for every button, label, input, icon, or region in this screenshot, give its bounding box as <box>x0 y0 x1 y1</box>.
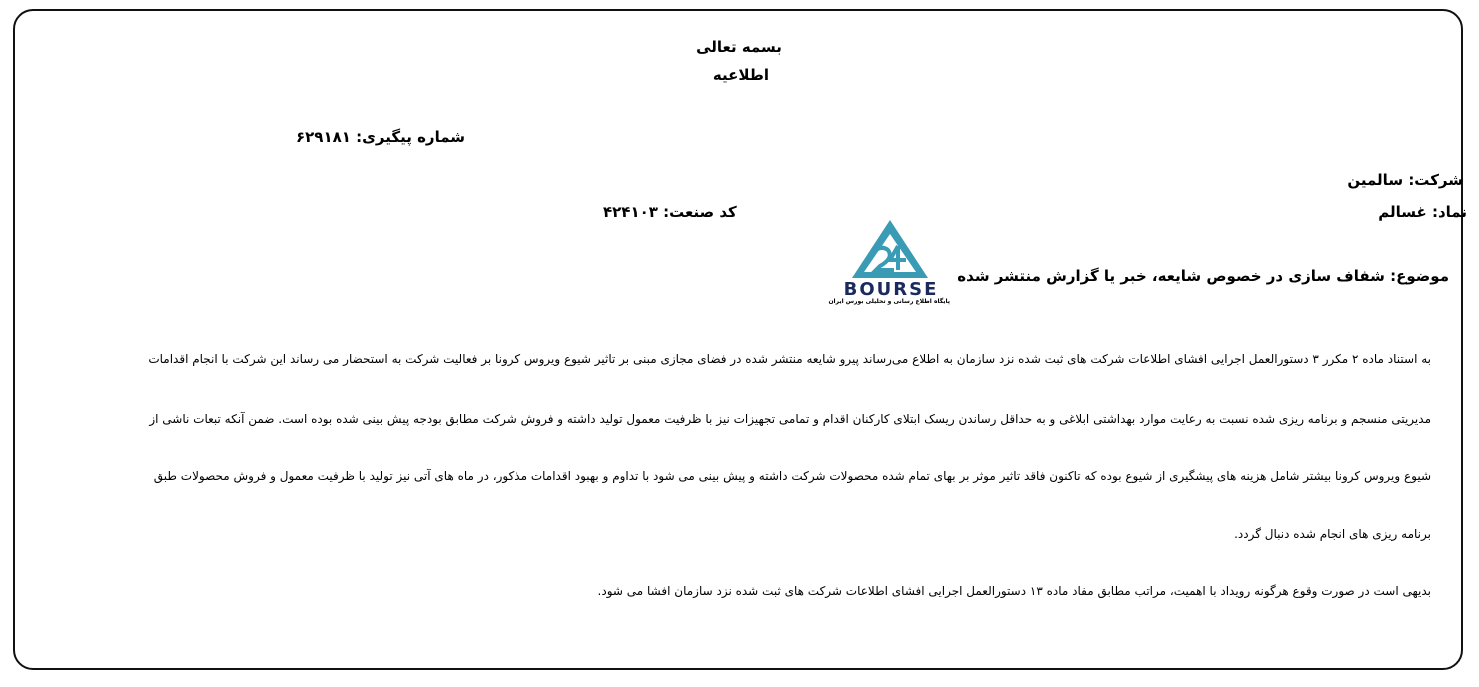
heading-notice: اطلاعیه <box>712 66 770 84</box>
body-line-3: شیوع ویروس کرونا بیشتر شامل هزینه های پیشگیری از شیوع بوده که تاکنون فاقد تاثیر موثر بر بهای تمام شده محصولات شرکت داشته و پیش بینی می شود با تداوم و بهبود اقدامات مذکور، در ماه های آتی نیز تولید با ظرفیت معمول و فروش محصولات طبق <box>153 469 1431 483</box>
tracking-number-row <box>296 128 465 146</box>
company-label: شرکت: <box>1408 171 1463 189</box>
company-value: سالمین <box>1347 171 1404 189</box>
subject-value: شفاف سازی در خصوص شایعه، خبر یا گزارش منتشر شده <box>957 267 1385 285</box>
symbol-row <box>1378 203 1467 221</box>
subject-label: موضوع: <box>1390 267 1449 285</box>
heading-basmeh: بسمه تعالی <box>696 38 782 56</box>
industry-code-value: ۴۲۴۱۰۳ <box>603 203 658 221</box>
company-row <box>1347 171 1463 189</box>
tracking-number-label: شماره پیگیری: <box>356 128 466 146</box>
bourse-logo-caption: پایگاه اطلاع رسانی و تحلیلی بورس ایران <box>828 298 950 305</box>
industry-code-row <box>603 203 737 221</box>
symbol-label: نماد: <box>1431 203 1467 221</box>
bourse-logo-mark <box>832 218 950 298</box>
body-line-1: به استناد ماده ۲ مکرر ۳ دستورالعمل اجرایی افشای اطلاعات شرکت های ثبت شده نزد سازمان به اطلاع می‌رساند پیرو شایعه منتشر شده در فضای مجازی مبنی بر تاثیر شیوع ویروس کرونا بر فعالیت شرکت به استحضار می رساند این شرکت با انجام اقدامات <box>148 352 1431 366</box>
industry-code-label: کد صنعت: <box>663 203 737 221</box>
tracking-number-value: ۶۲۹۱۸۱ <box>296 128 351 146</box>
notice-frame <box>13 9 1463 670</box>
body-line-2: مدیریتی منسجم و برنامه ریزی شده نسبت به رعایت موارد بهداشتی ابلاغی و به حداقل رساندن ریسک ابتلای کارکنان اقدام و تمامی تجهیزات نیز با ظرفیت معمول تولید داشته و فروش شرکت مطابق بودجه پیش بینی شده بوده است. ضمن آنکه تبعات ناشی از <box>149 412 1431 426</box>
subject-row <box>957 267 1449 285</box>
closing-paragraph: بدیهی است در صورت وقوع هرگونه رویداد با اهمیت، مراتب مطابق مفاد ماده ۱۳ دستورالعمل اجرایی افشای اطلاعات شرکت های ثبت شده نزد سازمان افشا می شود. <box>597 584 1431 598</box>
bourse-logo <box>828 218 950 310</box>
body-line-4: برنامه ریزی های انجام شده دنبال گردد. <box>1234 527 1431 541</box>
symbol-value: غسالم <box>1378 203 1427 221</box>
bourse-wordmark: BOURSE <box>843 279 939 298</box>
